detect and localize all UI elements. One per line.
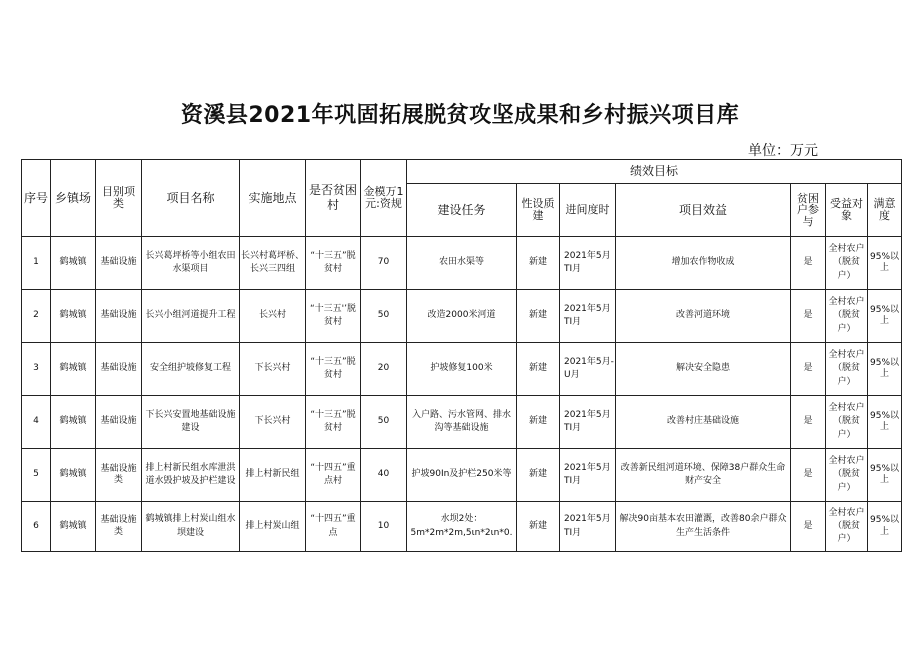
cell-satisfaction: 95%以上 <box>868 396 902 449</box>
col-amount: 金模万1元:资规 <box>361 160 407 237</box>
cell-benefit: 增加农作物收成 <box>616 237 791 290</box>
cell-amount: 20 <box>361 343 407 396</box>
cell-town: 鹤城镇 <box>51 449 96 502</box>
cell-task: 改造2000米河道 <box>407 290 517 343</box>
cell-category: 基础设施类 <box>96 502 142 552</box>
cell-poor-participation: 是 <box>791 502 826 552</box>
cell-category: 基础设施 <box>96 290 142 343</box>
cell-seq: 6 <box>22 502 51 552</box>
cell-town: 鹤城镇 <box>51 396 96 449</box>
cell-nature: 新建 <box>517 343 560 396</box>
cell-poor-participation: 是 <box>791 343 826 396</box>
cell-town: 鹤城镇 <box>51 502 96 552</box>
table-row <box>22 343 902 396</box>
table-row <box>22 502 902 552</box>
cell-beneficiary: 全村农户（脱贫户） <box>826 237 868 290</box>
cell-period: 2021年5月TI月 <box>560 290 616 343</box>
header-row-1 <box>22 160 902 184</box>
cell-amount: 40 <box>361 449 407 502</box>
cell-location: 下长兴村 <box>240 396 306 449</box>
col-location: 实施地点 <box>240 160 306 237</box>
cell-beneficiary: 全村农户（脱贫户） <box>826 343 868 396</box>
document-title: 资溪县2021年巩固拓展脱贫攻坚成果和乡村振兴项目库 <box>180 103 740 128</box>
col-poor-village: 是否贫困村 <box>306 160 361 237</box>
col-nature: 性设质建 <box>517 184 560 237</box>
col-category: 目别项类 <box>96 160 142 237</box>
cell-nature: 新建 <box>517 237 560 290</box>
cell-name: 长兴小组河道提升工程 <box>142 290 240 343</box>
unit-label: 单位：万元 <box>748 143 818 159</box>
cell-town: 鹤城镇 <box>51 343 96 396</box>
cell-period: 2021年5月TI月 <box>560 237 616 290</box>
cell-seq: 4 <box>22 396 51 449</box>
cell-satisfaction: 95%以上 <box>868 449 902 502</box>
cell-name: 鹤城镇排上村炭山组水坝建设 <box>142 502 240 552</box>
cell-town: 鹤城镇 <box>51 290 96 343</box>
cell-poor-village: “十四五”重点村 <box>306 449 361 502</box>
cell-seq: 3 <box>22 343 51 396</box>
cell-location: 排上村炭山组 <box>240 502 306 552</box>
cell-period: 2021年5月TI月 <box>560 396 616 449</box>
col-name: 项目名称 <box>142 160 240 237</box>
cell-period: 2021年5月TI月 <box>560 449 616 502</box>
cell-name: 长兴葛坪桥等小组农田水渠项目 <box>142 237 240 290</box>
cell-amount: 50 <box>361 290 407 343</box>
cell-amount: 10 <box>361 502 407 552</box>
cell-poor-participation: 是 <box>791 237 826 290</box>
cell-category: 基础设施类 <box>96 449 142 502</box>
cell-poor-participation: 是 <box>791 449 826 502</box>
cell-benefit: 改善村庄基础设施 <box>616 396 791 449</box>
cell-category: 基础设施 <box>96 237 142 290</box>
cell-nature: 新建 <box>517 502 560 552</box>
col-performance: 绩效目标 <box>407 160 902 184</box>
cell-seq: 1 <box>22 237 51 290</box>
cell-amount: 70 <box>361 237 407 290</box>
cell-seq: 5 <box>22 449 51 502</box>
cell-poor-participation: 是 <box>791 396 826 449</box>
col-benefit: 项目效益 <box>616 184 791 237</box>
cell-task: 入户路、污水管网、排水沟等基础设施 <box>407 396 517 449</box>
cell-benefit: 改善新民组河道环境、保障38户群众生命财产安全 <box>616 449 791 502</box>
cell-poor-village: “十三五”脱贫村 <box>306 343 361 396</box>
col-period: 进间度时 <box>560 184 616 237</box>
cell-beneficiary: 全村农户（脱贫户） <box>826 396 868 449</box>
cell-beneficiary: 全村农户（脱贫户） <box>826 449 868 502</box>
cell-benefit: 解决90亩基本农田灌溉，改善80余户群众生产生活条件 <box>616 502 791 552</box>
cell-nature: 新建 <box>517 290 560 343</box>
col-seq: 序号 <box>22 160 51 237</box>
cell-task: 农田水渠等 <box>407 237 517 290</box>
cell-poor-village: “十三五”脱贫村 <box>306 396 361 449</box>
cell-satisfaction: 95%以上 <box>868 343 902 396</box>
cell-poor-village: “十四五”重点 <box>306 502 361 552</box>
cell-benefit: 改善河道环境 <box>616 290 791 343</box>
cell-location: 长兴村 <box>240 290 306 343</box>
cell-task: 护坡修复100米 <box>407 343 517 396</box>
cell-town: 鹤城镇 <box>51 237 96 290</box>
col-beneficiary: 受益对象 <box>826 184 868 237</box>
cell-benefit: 解决安全隐患 <box>616 343 791 396</box>
cell-nature: 新建 <box>517 449 560 502</box>
cell-name: 排上村新民组水库泄洪道水毁护坡及护栏建设 <box>142 449 240 502</box>
col-task: 建设任务 <box>407 184 517 237</box>
col-poor-participation: 贫困户参与 <box>791 184 826 237</box>
table-row <box>22 449 902 502</box>
cell-name: 安全组护坡修复工程 <box>142 343 240 396</box>
col-town: 乡镇场 <box>51 160 96 237</box>
col-satisfaction: 满意度 <box>868 184 902 237</box>
cell-beneficiary: 全村农户（脱贫户） <box>826 290 868 343</box>
cell-satisfaction: 95%以上 <box>868 237 902 290</box>
cell-seq: 2 <box>22 290 51 343</box>
cell-beneficiary: 全村农户（脱贫户） <box>826 502 868 552</box>
cell-name: 下长兴安置地基础设施建设 <box>142 396 240 449</box>
table-row <box>22 237 902 290</box>
cell-poor-village: “十三五”脱贫村 <box>306 237 361 290</box>
cell-location: 排上村新民组 <box>240 449 306 502</box>
cell-amount: 50 <box>361 396 407 449</box>
cell-period: 2021年5月TI月 <box>560 502 616 552</box>
cell-poor-participation: 是 <box>791 290 826 343</box>
cell-location: 下长兴村 <box>240 343 306 396</box>
project-table <box>21 159 902 552</box>
cell-satisfaction: 95%以上 <box>868 290 902 343</box>
cell-category: 基础设施 <box>96 343 142 396</box>
table-row <box>22 396 902 449</box>
table-row <box>22 290 902 343</box>
cell-period: 2021年5月-U月 <box>560 343 616 396</box>
cell-poor-village: “十三五'’脱贫村 <box>306 290 361 343</box>
cell-satisfaction: 95%以上 <box>868 502 902 552</box>
cell-task: 护坡90In及护栏250米等 <box>407 449 517 502</box>
cell-category: 基础设施 <box>96 396 142 449</box>
cell-task: 水坝2处：5m*2m*2m,5ιn*2ιn*0. <box>407 502 517 552</box>
cell-nature: 新建 <box>517 396 560 449</box>
cell-location: 长兴村葛坪桥、长兴三四组 <box>240 237 306 290</box>
